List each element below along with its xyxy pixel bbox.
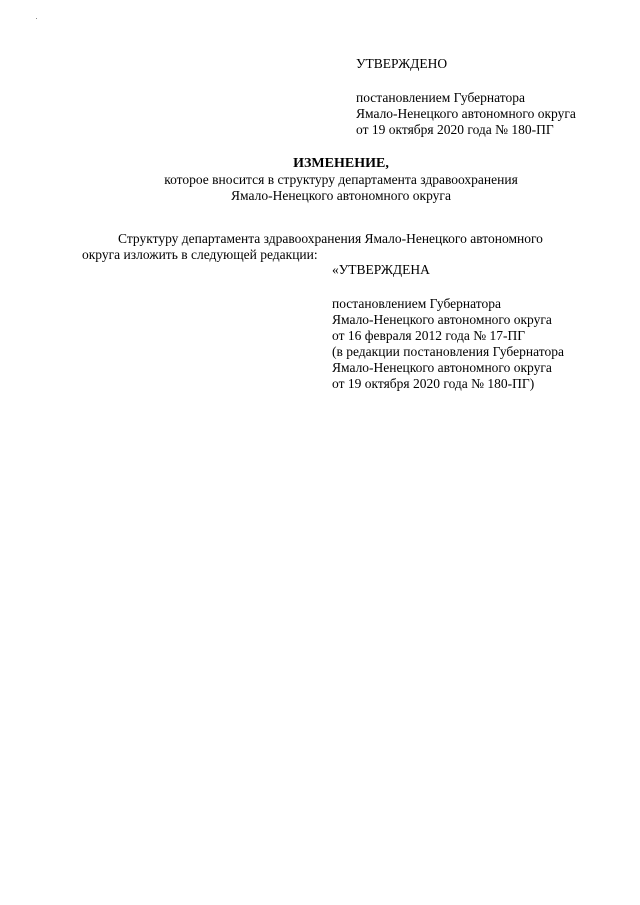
document-subtitle-line: которое вносится в структуру департамента здравоохранения <box>164 172 518 187</box>
document-subtitle-line: Ямало-Ненецкого автономного округа <box>231 188 451 203</box>
approval-stamp: УТВЕРЖДЕНО <box>356 56 448 71</box>
inner-approval-block <box>332 262 564 392</box>
approval-line: от 19 октября 2020 года № 180-ПГ <box>356 122 554 137</box>
approval-line: постановлением Губернатора <box>356 90 525 105</box>
inner-approval-line: от 16 февраля 2012 года № 17-ПГ <box>332 328 525 343</box>
top-approval-block <box>356 56 576 138</box>
inner-approval-line: от 19 октября 2020 года № 180-ПГ) <box>332 376 535 391</box>
approval-line: Ямало-Ненецкого автономного округа <box>356 106 576 121</box>
inner-approval-line: Ямало-Ненецкого автономного округа <box>332 312 552 327</box>
inner-approval-line: (в редакции постановления Губернатора <box>332 344 564 359</box>
document-heading: ИЗМЕНЕНИЕ, <box>293 156 389 171</box>
body-paragraph <box>82 231 602 263</box>
document-title-block <box>0 156 640 204</box>
inner-approval-line: Ямало-Ненецкого автономного округа <box>332 360 552 375</box>
body-line: округа изложить в следующей редакции: <box>82 247 318 262</box>
scan-speck <box>36 18 37 19</box>
inner-approval-line: постановлением Губернатора <box>332 296 501 311</box>
inner-approval-stamp: «УТВЕРЖДЕНА <box>332 262 430 277</box>
body-line: Структуру департамента здравоохранения Ямало-Ненецкого автономного <box>118 231 543 246</box>
